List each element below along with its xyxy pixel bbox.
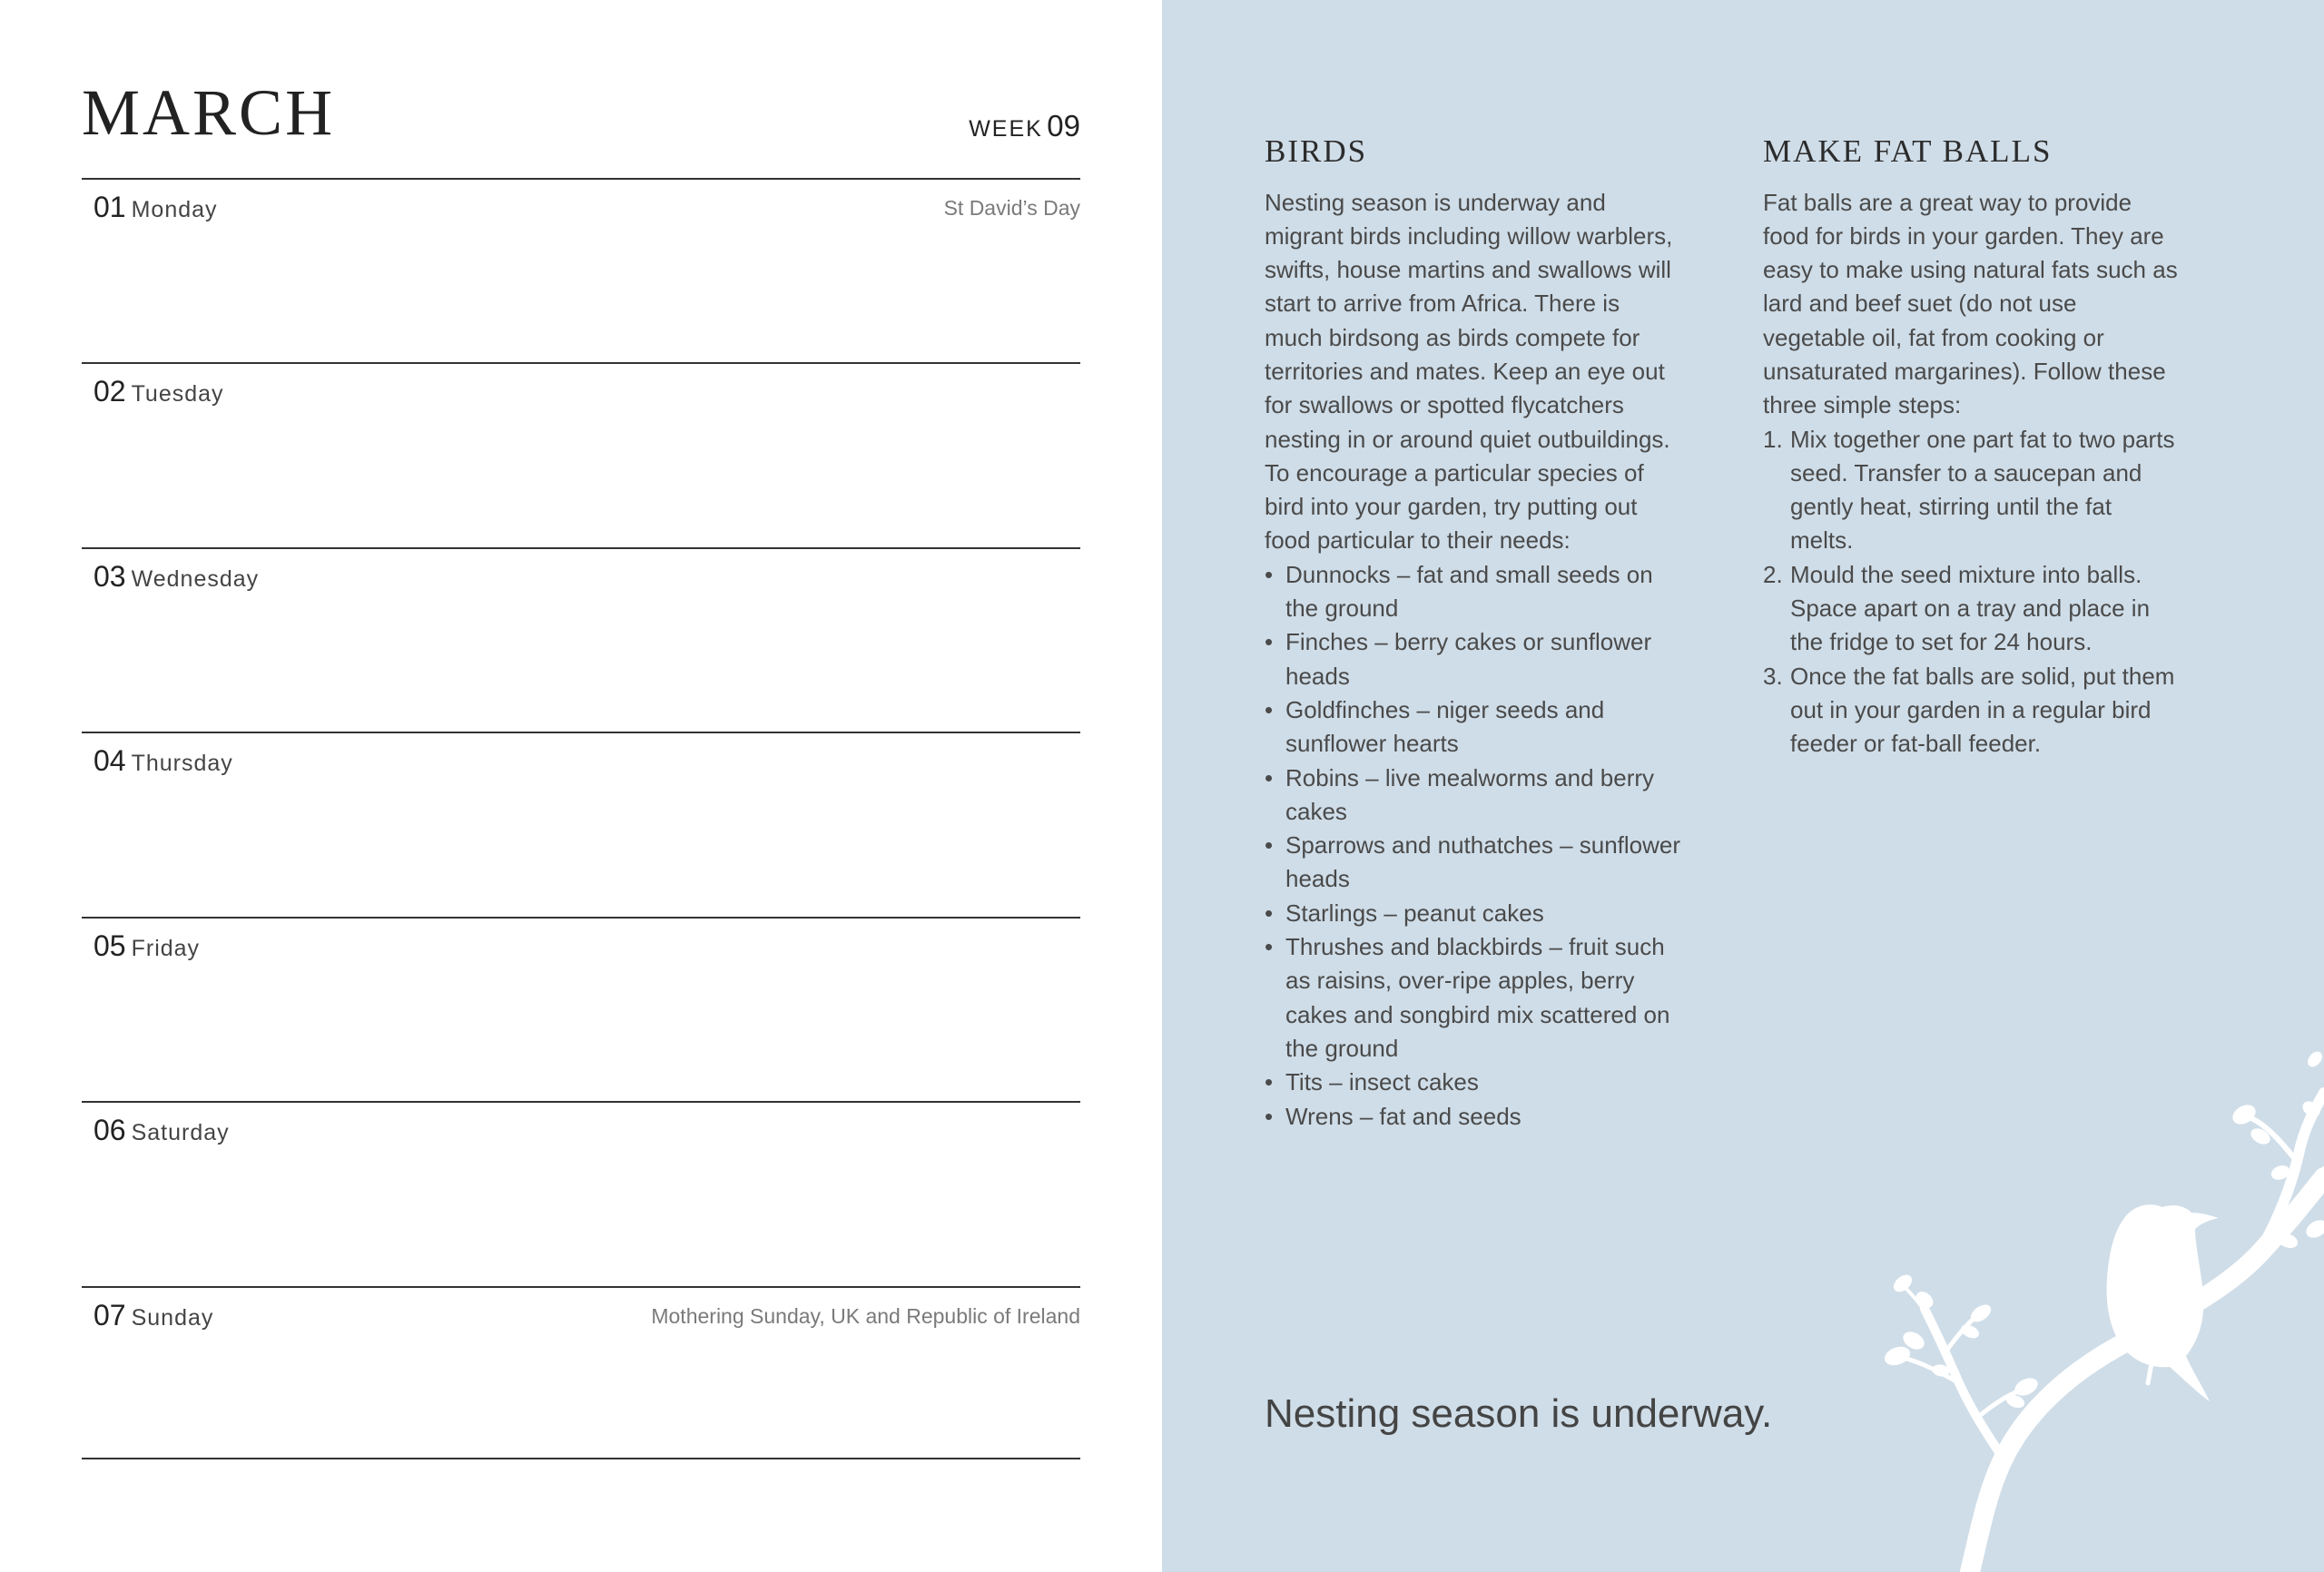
bird-food-list bbox=[1265, 558, 1682, 1134]
list-item: • Tits – insect cakes bbox=[1265, 1066, 1682, 1099]
step-number: 1. bbox=[1763, 425, 1783, 453]
day-name: Friday bbox=[131, 936, 201, 961]
step-number: 3. bbox=[1763, 662, 1783, 690]
list-item: • Starlings – peanut cakes bbox=[1265, 897, 1682, 930]
day-number: 02 bbox=[94, 375, 126, 408]
step-item bbox=[1763, 423, 2181, 558]
list-item: • Wrens – fat and seeds bbox=[1265, 1100, 1682, 1134]
bird-on-branch-illustration bbox=[1743, 991, 2324, 1572]
day-row-tuesday[interactable] bbox=[82, 362, 1080, 548]
day-name: Tuesday bbox=[131, 381, 224, 407]
list-item: • Finches – berry cakes or sunflower heads bbox=[1265, 625, 1682, 693]
list-item: • Robins – live mealworms and berry cakes bbox=[1265, 761, 1682, 830]
step-item bbox=[1763, 660, 2181, 761]
step-text: Once the fat balls are solid, put them out in your garden in a regular bird feeder or fat-ball feeder. bbox=[1790, 662, 2175, 758]
fat-balls-heading: MAKE FAT BALLS bbox=[1763, 133, 2053, 169]
day-name: Sunday bbox=[131, 1305, 214, 1331]
day-row-sunday[interactable] bbox=[82, 1286, 1080, 1459]
fat-balls-intro: Fat balls are a great way to provide food for birds in your garden. They are easy to make using natural fats such as lard and beef suet (do not use vegetable oil, fat from cooking or unsaturated margarines). Follow these three simple steps: bbox=[1763, 188, 2178, 419]
list-item: • Goldfinches – niger seeds and sunflower hearts bbox=[1265, 693, 1682, 761]
day-row-monday[interactable] bbox=[82, 178, 1080, 364]
step-item bbox=[1763, 558, 2181, 660]
month-title: MARCH bbox=[82, 76, 336, 149]
step-number: 2. bbox=[1763, 560, 1783, 588]
week-number: 09 bbox=[1047, 109, 1080, 142]
day-number: 04 bbox=[94, 744, 126, 777]
day-number: 06 bbox=[94, 1114, 126, 1146]
list-item: • Sparrows and nuthatches – sunflower heads bbox=[1265, 829, 1682, 897]
step-text: Mould the seed mixture into balls. Space apart on a tray and place in the fridge to set for 24 hours. bbox=[1790, 560, 2151, 656]
tagline: Nesting season is underway. bbox=[1265, 1391, 1773, 1436]
day-row-wednesday[interactable] bbox=[82, 547, 1080, 733]
day-name: Saturday bbox=[131, 1120, 230, 1145]
birds-section bbox=[1265, 134, 1682, 1134]
step-text: Mix together one part fat to two parts seed. Transfer to a saucepan and gently heat, stirring until the fat melts. bbox=[1790, 425, 2175, 555]
week-word: WEEK bbox=[969, 116, 1043, 142]
birds-intro: Nesting season is underway and migrant birds including willow warblers, swifts, house martins and swallows will start to arrive from Africa. There is much birdsong as birds compete for territories and mates. Keep an eye out for swallows or spotted flycatchers nesting in or around quiet outbuildings. To encourage a particular species of bird into your garden, try putting out food particular to their needs: bbox=[1265, 188, 1673, 555]
week-label bbox=[808, 111, 1080, 141]
day-note: St David’s Day bbox=[943, 196, 1080, 220]
fat-balls-section bbox=[1763, 134, 2181, 761]
day-name: Monday bbox=[131, 197, 218, 222]
day-number: 05 bbox=[94, 929, 126, 962]
birds-heading: BIRDS bbox=[1265, 133, 1368, 169]
day-name: Thursday bbox=[131, 751, 233, 776]
day-number: 07 bbox=[94, 1299, 126, 1331]
day-row-thursday[interactable] bbox=[82, 732, 1080, 918]
day-row-friday[interactable] bbox=[82, 917, 1080, 1103]
day-name: Wednesday bbox=[131, 566, 260, 592]
day-number: 03 bbox=[94, 560, 126, 593]
fat-balls-steps bbox=[1763, 423, 2181, 761]
list-item: • Thrushes and blackbirds – fruit such as raisins, over-ripe apples, berry cakes and songbird mix scattered on the ground bbox=[1265, 930, 1682, 1066]
day-note: Mothering Sunday, UK and Republic of Ireland bbox=[651, 1304, 1080, 1328]
list-item: • Dunnocks – fat and small seeds on the ground bbox=[1265, 558, 1682, 626]
day-row-saturday[interactable] bbox=[82, 1101, 1080, 1287]
info-page bbox=[1162, 0, 2324, 1572]
day-number: 01 bbox=[94, 191, 126, 223]
